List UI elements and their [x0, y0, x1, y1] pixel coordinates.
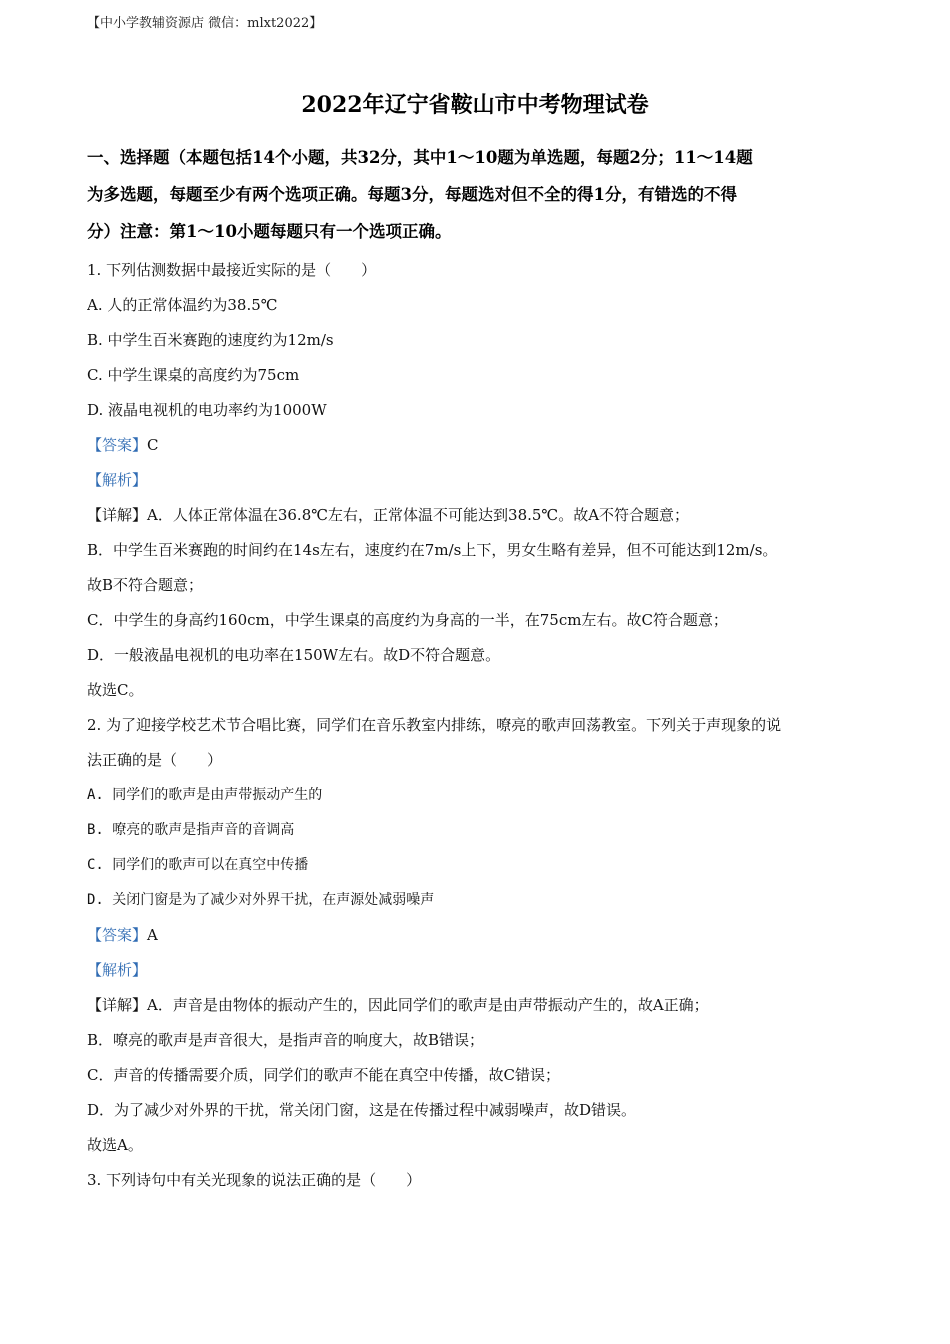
- analysis-tag: 【解析】: [87, 961, 148, 979]
- detail-tag: 【详解】: [87, 996, 148, 1014]
- question-1-detail-line: 故B不符合题意；: [87, 576, 204, 594]
- question-1-stem: 1. 下列估测数据中最接近实际的是（ ）: [87, 261, 377, 279]
- answer-tag: 【答案】: [87, 436, 148, 454]
- question-2-stem: 2. 为了迎接学校艺术节合唱比赛，同学们在音乐教室内排练，嘹亮的歌声回荡教室。下列关于声现象的说: [87, 716, 782, 734]
- question-1-detail: [87, 498, 877, 533]
- section-heading-line: 一、选择题（本题包括14个小题，共32分，其中1～10题为单选题，每题2分；11～14题: [87, 148, 753, 167]
- detail-text: A．声音是由物体的振动产生的，因此同学们的歌声是由声带振动产生的，故A正确；: [147, 996, 709, 1014]
- detail-tag: 【详解】: [87, 506, 148, 524]
- document-title: 2022年辽宁省鞍山市中考物理试卷: [301, 92, 649, 118]
- section-heading: [87, 139, 867, 250]
- question-3-stem: 3. 下列诗句中有关光现象的说法正确的是（ ）: [87, 1171, 422, 1189]
- question-2-option-a: A. 同学们的歌声是由声带振动产生的: [87, 787, 323, 803]
- question-1-answer: [87, 428, 877, 463]
- question-1-option-a: A. 人的正常体温约为38.5℃: [87, 296, 278, 314]
- question-2-option-d: D. 关闭门窗是为了减少对外界干扰，在声源处减弱噪声: [87, 892, 435, 908]
- question-2-detail-line: C．声音的传播需要介质，同学们的歌声不能在真空中传播，故C错误；: [87, 1066, 560, 1084]
- detail-text: A．人体正常体温在36.8℃左右，正常体温不可能达到38.5℃。故A不符合题意；: [147, 506, 690, 524]
- document-body: [87, 253, 877, 1198]
- question-1-option-d: D. 液晶电视机的电功率约为1000W: [87, 401, 327, 419]
- answer-tag: 【答案】: [87, 926, 148, 944]
- answer-value: A: [147, 926, 158, 944]
- answer-value: C: [147, 436, 159, 454]
- section-heading-line: 为多选题，每题至少有两个选项正确。每题3分，每题选对但不全的得1分，有错选的不得: [87, 185, 737, 204]
- question-1-option-c: C. 中学生课桌的高度约为75cm: [87, 366, 300, 384]
- question-2-detail-line: B．嘹亮的歌声是声音很大，是指声音的响度大，故B错误；: [87, 1031, 485, 1049]
- question-2-analysis-tag: [87, 953, 877, 988]
- question-2-option-c: C. 同学们的歌声可以在真空中传播: [87, 857, 309, 873]
- question-2-detail: [87, 988, 877, 1023]
- question-1-detail-line: D．一般液晶电视机的电功率在150W左右。故D不符合题意。: [87, 646, 501, 664]
- question-2-answer: [87, 918, 877, 953]
- question-2-stem-cont: 法正确的是（ ）: [87, 751, 223, 769]
- header-note: 【中小学教辅资源店 微信：mlxt2022】: [87, 16, 323, 31]
- section-heading-line: 分）注意：第1～10小题每题只有一个选项正确。: [87, 222, 452, 241]
- question-1-conclusion: 故选C。: [87, 681, 144, 699]
- question-2-detail-line: D．为了减少对外界的干扰，常关闭门窗，这是在传播过程中减弱噪声，故D错误。: [87, 1101, 637, 1119]
- question-1-detail-line: B．中学生百米赛跑的时间约在14s左右，速度约在7m/s上下，男女生略有差异，但不可能达到12m/s。: [87, 541, 778, 559]
- question-1-analysis-tag: [87, 463, 877, 498]
- question-2-conclusion: 故选A。: [87, 1136, 143, 1154]
- question-1-detail-line: C．中学生的身高约160cm，中学生课桌的高度约为身高的一半，在75cm左右。故C符合题意；: [87, 611, 728, 629]
- analysis-tag: 【解析】: [87, 471, 148, 489]
- question-1-option-b: B. 中学生百米赛跑的速度约为12m/s: [87, 331, 334, 349]
- question-2-option-b: B. 嘹亮的歌声是指声音的音调高: [87, 822, 295, 838]
